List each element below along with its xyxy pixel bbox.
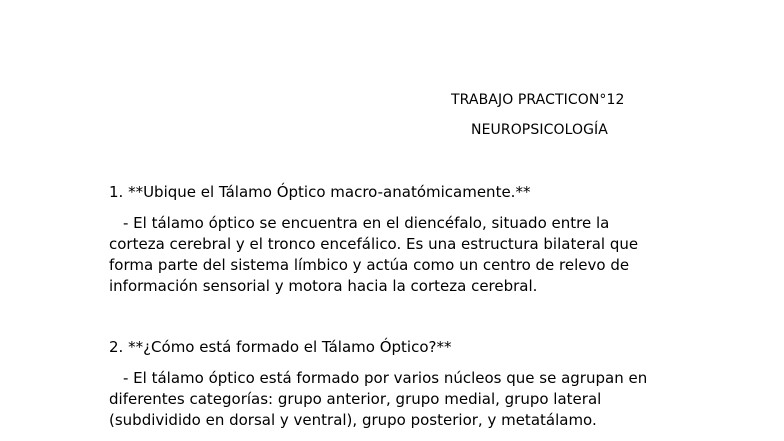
document-title: TRABAJO PRACTICON°12 — [451, 92, 625, 108]
document-subject: NEUROPSICOLOGÍA — [471, 122, 608, 138]
question-2: 2. **¿Cómo está formado el Tálamo Óptico?** — [109, 338, 452, 356]
answer-2: - El tálamo óptico está formado por varios núcleos que se agrupan en diferentes categorías: grupo anterior, grupo medial, grupo lateral (subdividido en dorsal y ventral), grupo posterior, y metatálamo. — [109, 369, 648, 429]
answer-1: - El tálamo óptico se encuentra en el diencéfalo, situado entre la corteza cerebral y el tronco encefálico. Es una estructura bilateral que forma parte del sistema límbico y actúa como un centro de relevo de información sensorial y motora hacia la corteza cerebral. — [109, 214, 639, 295]
question-1: 1. **Ubique el Tálamo Óptico macro-anatómicamente.** — [109, 183, 531, 201]
